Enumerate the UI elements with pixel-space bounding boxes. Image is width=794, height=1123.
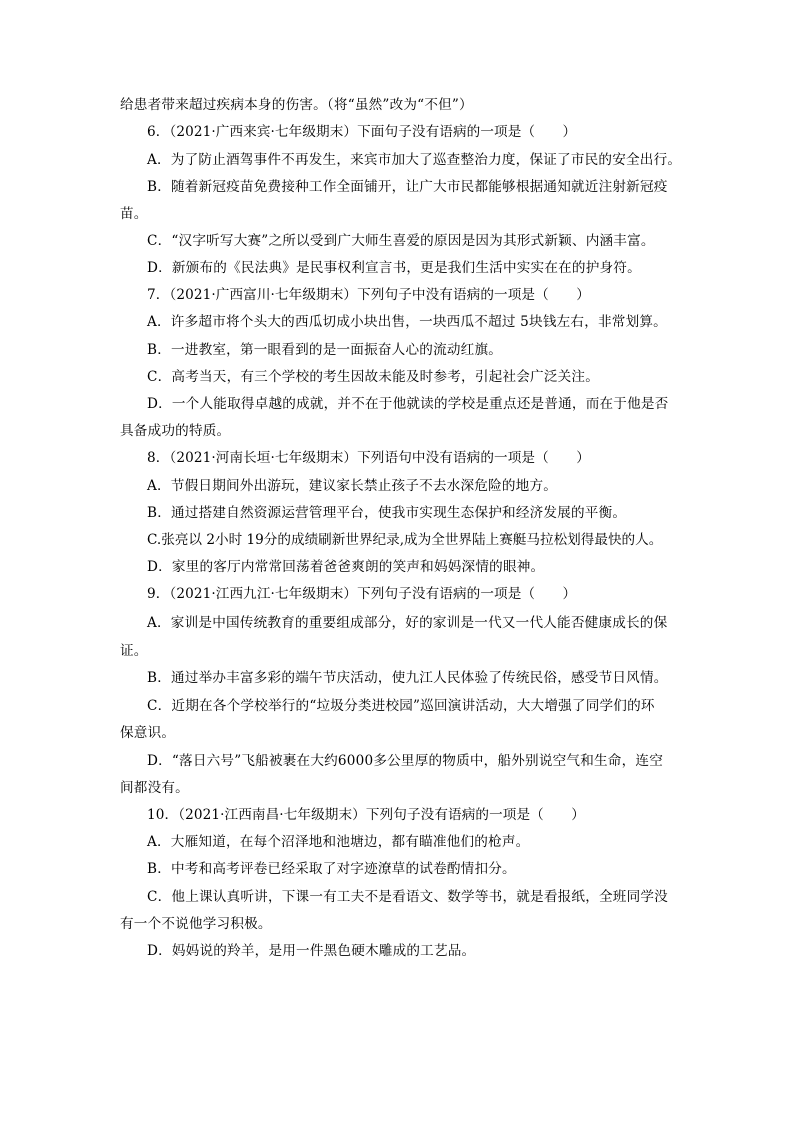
question-7-option-b: B．一进教室，第一眼看到的是一面振奋人心的流动红旗。	[147, 342, 503, 358]
question-9-option-c: C．近期在各个学校举行的“垃圾分类进校园”巡回演讲活动，大大增强了同学们的环	[147, 698, 655, 714]
question-10-option-c: C．他上课认真听讲，下课一有工夫不是看语文、数学等书，就是看报纸，全班同学没	[147, 889, 668, 905]
question-6-option-b-continued: 苗。	[120, 206, 148, 222]
question-6-option-a: A．为了防止酒驾事件不再发生，来宾市加大了巡查整治力度，保证了市民的安全出行。	[147, 152, 682, 168]
question-8-stem: 8．（2021·河南长垣·七年级期末）下列语句中没有语病的一项是（ ）	[147, 450, 590, 466]
question-9-stem: 9．（2021·江西九江·七年级期末）下列句子没有语病的一项是（ ）	[147, 586, 577, 602]
question-7-option-c: C．高考当天，有三个学校的考生因故未能及时参考，引起社会广泛关注。	[147, 369, 599, 385]
question-8-option-c: C.张亮以 2小时 19分的成绩刷新世界纪录,成为全世界陆上赛艇马拉松划得最快的人。	[147, 532, 663, 548]
question-9-option-d-continued: 间都没有。	[120, 780, 189, 796]
question-10-option-a: A．大雁知道，在每个沼泽地和池塘边，都有瞄准他们的枪声。	[147, 834, 530, 850]
question-8-option-b: B．通过搭建自然资源运营管理平台，使我市实现生态保护和经济发展的平衡。	[147, 505, 627, 521]
question-6-option-d: D．新颁布的《民法典》是民事权利宣言书，更是我们生活中实实在在的护身符。	[147, 260, 641, 276]
question-7-option-a: A．许多超市将个头大的西瓜切成小块出售，一块西瓜不超过 5块钱左右，非常划算。	[147, 314, 667, 330]
question-9-option-d: D．“落日六号”飞船被裹在大约6000多公里厚的物质中，船外别说空气和生命，连空	[147, 753, 663, 769]
question-7-stem: 7．（2021·广西富川·七年级期末）下列句子中没有语病的一项是（ ）	[147, 287, 590, 303]
question-6-stem: 6．（2021·广西来宾·七年级期末）下面句子没有语病的一项是（ ）	[147, 124, 577, 140]
question-9-option-c-continued: 保意识。	[120, 725, 176, 741]
question-10-option-d: D．妈妈说的羚羊，是用一件黑色硬木雕成的工艺品。	[147, 943, 476, 959]
question-7-option-d-continued: 具备成功的特质。	[120, 423, 231, 439]
text-line-continuation: 给患者带来超过疾病本身的伤害。（将“虽然”改为“不但”）	[120, 97, 473, 113]
question-9-option-a-continued: 证。	[120, 643, 148, 659]
question-8-option-a: A．节假日期间外出游玩，建议家长禁止孩子不去水深危险的地方。	[147, 478, 558, 494]
question-9-option-b: B．通过举办丰富多彩的端午节庆活动，使九江人民体验了传统民俗，感受节日风情。	[147, 670, 668, 686]
question-10-stem: 10．（2021·江西南昌·七年级期末）下列句子没有语病的一项是（ ）	[147, 807, 585, 823]
question-8-option-d: D．家里的客厅内常常回荡着爸爸爽朗的笑声和妈妈深情的眼神。	[147, 559, 545, 575]
question-6-option-c: C．“汉字听写大赛”之所以受到广大师生喜爱的原因是因为其形式新颖、内涵丰富。	[147, 233, 655, 249]
question-10-option-c-continued: 有一个不说他学习积极。	[120, 916, 272, 932]
question-7-option-d: D．一个人能取得卓越的成就，并不在于他就读的学校是重点还是普通，而在于他是否	[147, 396, 669, 412]
question-10-option-b: B．中考和高考评卷已经采取了对字迹潦草的试卷酌情扣分。	[147, 861, 516, 877]
question-9-option-a: A．家训是中国传统教育的重要组成部分，好的家训是一代又一代人能否健康成长的保	[147, 615, 668, 631]
question-6-option-b: B．随着新冠疫苗免费接种工作全面铺开，让广大市民都能够根据通知就近注射新冠疫	[147, 179, 668, 195]
